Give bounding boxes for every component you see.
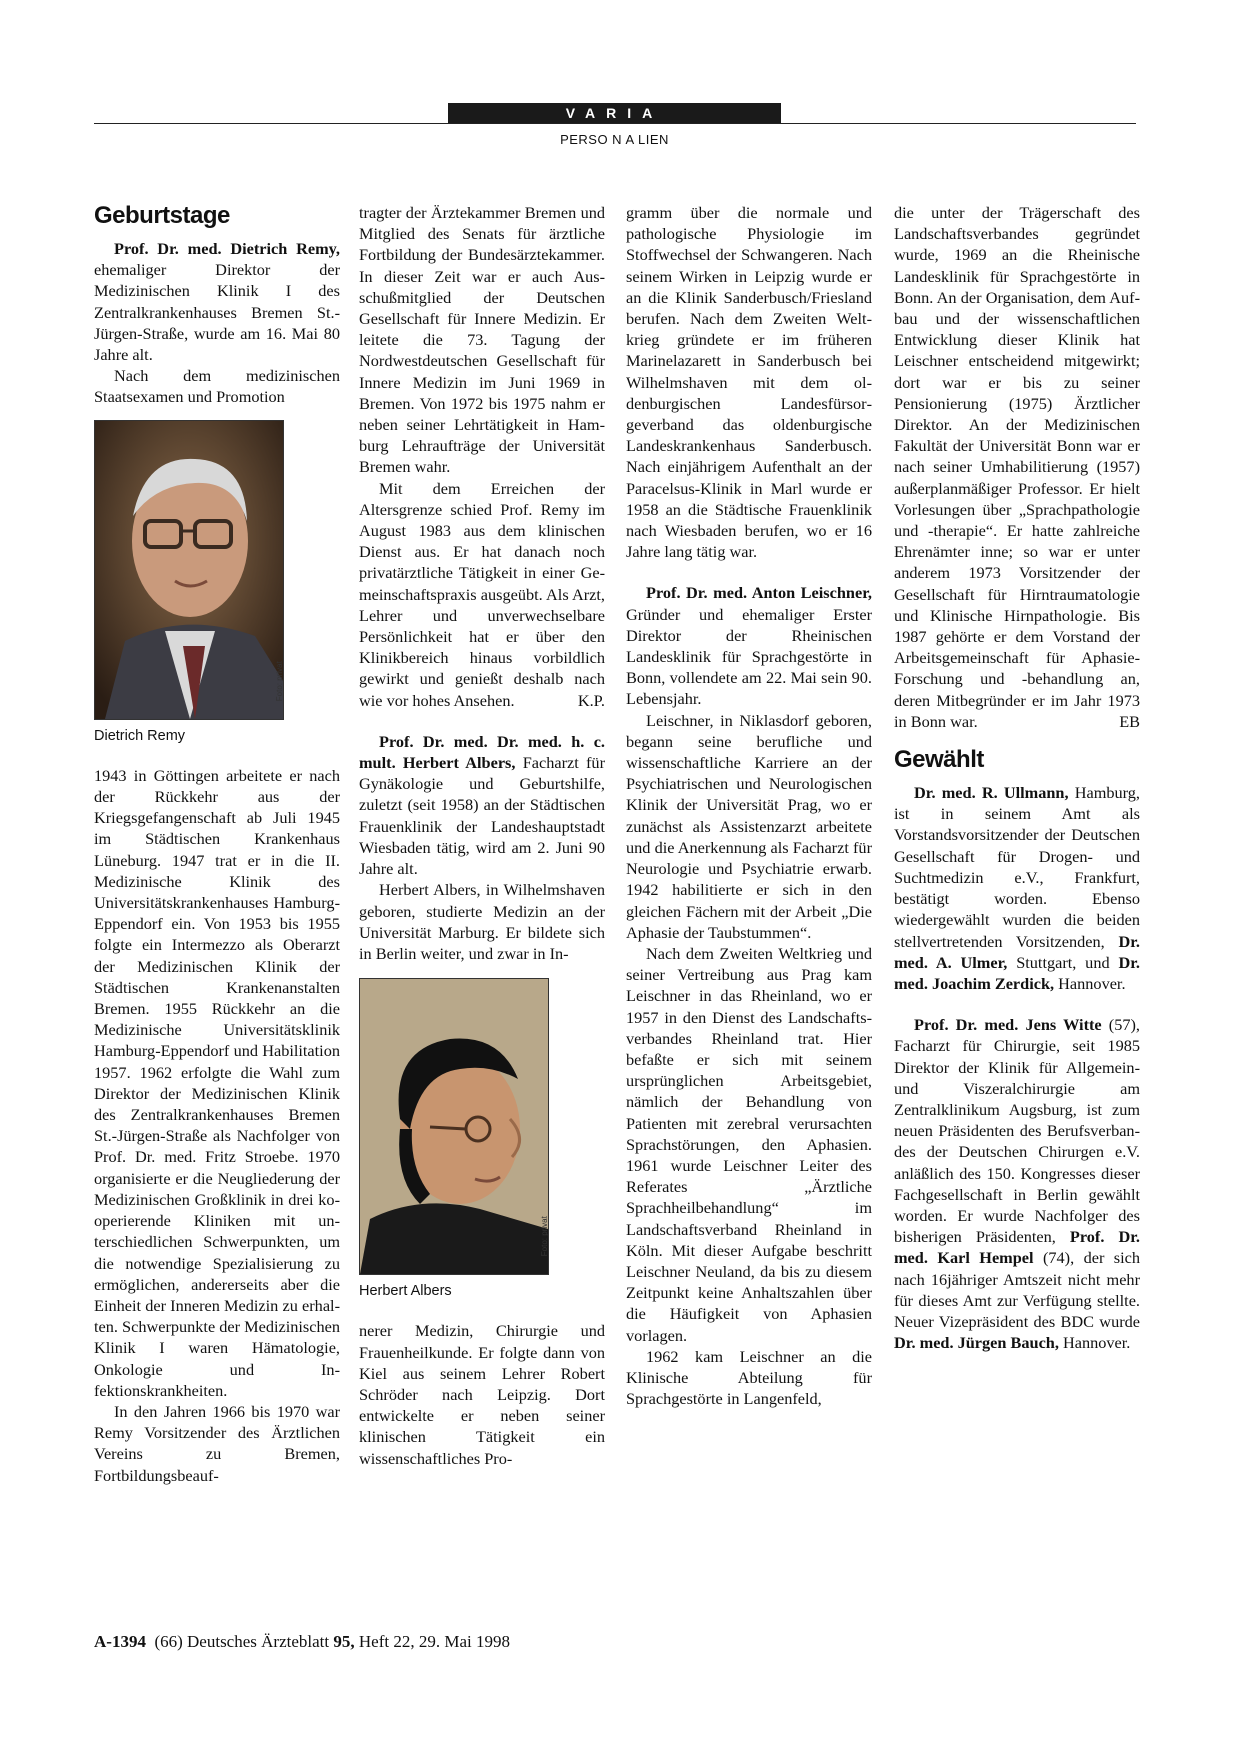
paragraph: Nach dem Zweiten Weltkrieg und seiner Vertreibung aus Prag kam Leischner in das Rheinland, wo er 1957 in den Dienst des Landschaftsverbandes Rheinland trat. Hier befaßte er sich mit seinem ursprünglichen Arbeitsgebiet, nämlich der Behandlung von Patienten mit zerebral verursachten Sprachstörungen, den Aphasien. 1961 wurde Leischner Leiter des Referates „Ärztliche Sprachheilbehandlung“ im Landschaftsverband Rheinland in Köln. Mit dieser Aufgabe beschritt Leischner Neuland, da bis zu diesem Zeitpunkt keine Anhaltszahlen über die Häufigkeit von Aphasien vorlagen. xyxy=(626,943,872,1345)
volume-number: 95, xyxy=(333,1632,355,1651)
photo-credit-albers: Foto: privat xyxy=(539,1216,549,1257)
figure-albers xyxy=(359,978,605,1302)
photo-credit-remy: Foto: privat xyxy=(274,660,284,701)
name-bauch: Dr. med. Jürgen Bauch, xyxy=(894,1333,1059,1353)
name-witte: Prof. Dr. med. Jens Witte xyxy=(914,1015,1102,1035)
paragraph: Nach dem medizinischen Staatsexamen und Promotion xyxy=(94,366,340,407)
paragraph: 1962 kam Leischner an die Klinische Abteilung für Sprachgestörte in Langenfeld, xyxy=(626,1346,872,1409)
name-albers: Prof. Dr. med. Dr. med. h. c. mult. Herbert Albers, xyxy=(359,731,605,773)
photo-remy xyxy=(94,420,284,720)
paragraph: gramm über die normale und pathologische Physiologie im Stoffwechsel der Schwangeren. Nach seinem Wirken in Leipzig wurde er an die Klinik Sanderbusch/Friesland berufen. Nach dem Zweiten Weltkrieg gründete er im früheren Marinelazarett in Sanderbusch bei Wilhelmshaven mit dem oldenburgischen Landesfürsorgeverband das oldenburgische Landeskrankenhaus Sanderbusch. Nach einjährigem Aufenthalt an der Paracelsus-Klinik in Marl wurde er 1958 an die Städtische Frauenklinik nach Wiesbaden berufen, wo er 16 Jahre lang tätig war. xyxy=(626,203,872,562)
paragraph: Herbert Albers, in Wilhelmshaven geboren, studierte Medizin an der Universität Marburg. Er bildete sich in Berlin weiter, und zwar in In- xyxy=(359,880,605,963)
name-ullmann: Dr. med. R. Ullmann, xyxy=(914,783,1069,803)
paragraph: In den Jahren 1966 bis 1970 war Remy Vorsitzender des Ärztlichen Vereins zu Bremen, Fortbildungsbeauf- xyxy=(94,1401,340,1485)
name-leischner: Prof. Dr. med. Anton Leischner, xyxy=(646,583,872,603)
caption-remy: Dietrich Remy xyxy=(94,727,186,744)
column-3: gramm über die normale und pathologische Physiologie im Stoffwechsel der Schwangeren. Nach seinem Wirken in Leipzig wurde er an die Klinik Sanderbusch/Friesland berufen. Nach dem Zweiten Weltkrieg gründete er im früheren Marinelazarett in Sanderbusch bei Wilhelmshaven mit dem oldenburgischen Landesfürsorgeverband das oldenburgische Landeskrankenhaus Sanderbusch. Nach einjährigem Aufenthalt an der Paracelsus-Klinik in Marl wurde er 1958 an die Städtische Frauenklinik nach Wiesbaden berufen, wo er 16 Jahre lang tätig war. Prof. Dr. med. Anton Leischner, Gründer und ehemaliger Erster Direktor der Rheinischen Landesklinik für Sprachgestörte in Bonn, vollendete am 22. Mai sein 90. Lebensjahr. Leischner, in Niklasdorf geboren, begann seine berufliche und wissenschaftliche Karriere an der Psychiatrischen und Neurologischen Klinik der Universität Prag, wo er zunächst als Assistenzarzt arbeitete und die Anerkennung als Facharzt für Neurologie und Psychiatrie erwarb. 1942 habilitierte er sich in den gleichen Fächern mit der Arbeit „Die Aphasie der Taubstummen“. Nach dem Zweiten Weltkrieg und seiner Vertreibung aus Prag kam Leischner in das Rheinland, wo er 1957 in den Dienst des Landschaftsverbandes Rheinland trat. Hier befaßte er sich mit seinem ursprünglichen Arbeitsgebiet, nämlich der Behandlung von Patienten mit zerebral verursachten Sprachstörungen, den Aphasien. 1961 wurde Leischner Leiter des Referates „Ärztliche Sprachheilbehandlung“ im Landschaftsverband Rheinland in Köln. Mit dieser Aufgabe beschritt Leischner Neuland, da bis zu diesem Zeitpunkt keine Anhaltszahlen über die Häufigkeit von Aphasien vorlagen. 1962 kam Leischner an die Klinische Abteilung für Sprachgestörte in Langenfeld, xyxy=(626,203,872,1409)
name-remy: Prof. Dr. med. Dietrich Remy, xyxy=(114,239,340,258)
heading-gewaehlt: Gewählt xyxy=(894,746,984,774)
page-footer: A-1394 (66) Deutsches Ärzteblatt 95, Heft 22, 29. Mai 1998 xyxy=(94,1632,510,1651)
paragraph: die unter der Trägerschaft des Landschaftsverbandes gegründet wurde, 1969 an die Rheinische Landesklinik für Sprachgestörte in Bonn. An der Organisation, dem Aufbau und der wissenschaftlichen Entwicklung dieser Klinik hat Leischner entscheidend mitgewirkt; dort war er bis zu seiner Pensionierung (1975) Ärztlicher Direktor. An der Medizinischen Fakultät der Universität Bonn war er nach seiner Umhabilitierung (1957) außerplanmäßiger Professor. Er hielt Vorlesungen über „Sprachpathologie und -therapie“. Er hatte zahlreiche Ehrenämter inne; so war er unter anderem 1973 Vorsitzender der Gesellschaft für Hirntraumatologie und Klinische Hirnpathologie. Bis 1987 gehörte er dem Vorstand der Arbeitsgemeinschaft für Aphasie-Forschung und -behandlung an, deren Mitbegründer er im Jahr 1973 in Bonn war. EB xyxy=(894,203,1140,731)
paragraph: 1943 in Göttingen arbeitete er nach der Rückkehr aus der Kriegsgefangenschaft ab Juli 1945 im Städtischen Krankenhaus Lüneburg. 1947 trat er in die II. Medizinische Klinik des Universitätskrankenhauses Hamburg-Eppendorf ein. Von 1953 bis 1955 folgte ein Intermezzo als Oberarzt der Medizinischen Klinik der Städtischen Krankenanstalten Bremen. 1955 Rückkehr an die Medizinische Universitätsklinik Hamburg-Eppendorf und Habilitation 1957. 1962 erfolgte die Wahl zum Direktor der Medizinischen Klinik des Zentralkrankenhauses Bremen St.-Jürgen-Straße als Nachfolger von Prof. Dr. med. Fritz Stroebe. 1970 organisierte er die Neugliederung der Medizinischen Großklinik in drei kooperierende Kliniken mit unterschiedlichen Schwerpunkten, um die notwendige Spezialisierung zu ermöglichen, andererseits aber die Einheit der Inneren Medizin zu erhalten. Schwerpunkte der Medizinischen Klinik I waren Hämatologie, Onkologie und Infektionskrankheiten. xyxy=(94,765,340,1400)
paragraph: nerer Medizin, Chirurgie und Frauenheilkunde. Er folgte dann von Kiel aus seinem Lehrer Robert Schröder nach Leipzig. Dort entwickelte er neben seiner klinischen Tätigkeit ein wissenschaftliches Pro- xyxy=(359,1321,605,1468)
photo-albers xyxy=(359,978,549,1275)
heading-geburtstage: Geburtstage xyxy=(94,202,230,229)
author-signature: EB xyxy=(1119,711,1140,731)
column-2: tragter der Ärztekammer Bremen und Mitglied des Senats für ärztliche Fortbildung der Bundesärztekammer. In dieser Zeit war er auch Ausschußmitglied der Deutschen Gesellschaft für Innere Medizin. Er leitete die 73. Tagung der Nordwestdeutschen Gesellschaft für Innere Medizin im Juni 1969 in Bremen. Von 1972 bis 1975 nahm er neben seiner Lehrtätigkeit in Hamburg Lehraufträge der Universität Bremen wahr. Mit dem Erreichen der Altersgrenze schied Prof. Remy im August 1983 aus dem klinischen Dienst aus. Er hat danach noch privatärztliche Tätigkeit in einer Gemeinschaftspraxis ausgeübt. Als Arzt, Lehrer und unverwechselbare Persönlichkeit hat er über den Klinikbereich hinaus vorbildlich gewirkt und genießt deshalb nach wie vor hohes Ansehen. K.P. Prof. Dr. med. Dr. med. h. c. mult. Herbert Albers, Facharzt für Gynäkologie und Geburtshilfe, zuletzt (seit 1958) an der Städtischen Frauenklinik der Landeshauptstadt Wiesbaden tätig, wird am 2. Juni 90 Jahre alt. Herbert Albers, in Wilhelmshaven geboren, studierte Medizin an der Universität Marburg. Er bildete sich in Berlin weiter, und zwar in In- Foto: privat Herbert Albers nerer Medizin, Chirurgie und Frauenheilkunde. Er folgte dann von Kiel aus seinem Lehrer Robert Schröder nach Leipzig. Dort entwickelte er neben seiner klinischen Tätigkeit ein wissenschaftliches Pro- xyxy=(359,203,605,1468)
page-number: A-1394 xyxy=(94,1632,146,1651)
header-rule xyxy=(94,123,1136,124)
paragraph: Mit dem Erreichen der Altersgrenze schied Prof. Remy im August 1983 aus dem klinischen Dienst aus. Er hat danach noch privatärztliche Tätigkeit in einer Gemeinschaftspraxis ausgeübt. Als Arzt, Lehrer und unverwechselbare Persönlichkeit hat er über den Klinikbereich hinaus vorbildlich gewirkt und genießt deshalb nach wie vor hohes Ansehen. K.P. xyxy=(359,478,605,710)
name-hempel: Prof. Dr. med. Karl Hempel xyxy=(894,1227,1140,1268)
name-zerdick: Dr. med. Joachim Zerdick, xyxy=(894,952,1140,993)
author-signature: K.P. xyxy=(577,690,605,710)
figure-remy xyxy=(94,420,340,747)
name-ulmer: Dr. med. A. Ulmer, xyxy=(894,931,1140,972)
column-1: Geburtstage Prof. Dr. med. Dietrich Remy, ehemaliger Direktor der Medizinischen Klinik I des Zentralkrankenhauses Bremen St.-Jürgen-Straße, wurde am 16. Mai 80 Jahre alt. Nach dem medizinischen Staatsexamen und Promotion Foto: privat Dietrich Remy 1943 in Göttingen arbeitete er nach der Rückkehr aus der Kriegsgefangenschaft ab Juli 1945 im Städtischen Krankenhaus Lüneburg. 1947 trat er in die II. Medizinische Klinik des Universitätskrankenhauses Hamburg-Eppendorf ein. Von 1953 bis 1955 folgte ein Intermezzo als Oberarzt der Medizinischen Klinik der Städtischen Krankenanstalten Bremen. 1955 Rückkehr an die Medizinische Universitätsklinik Hamburg-Eppendorf und Habilitation 1957. 1962 erfolgte die Wahl zum Direktor der Medizinischen Klinik des Zentralkrankenhauses Bremen St.-Jürgen-Straße als Nachfolger von Prof. Dr. med. Fritz Stroebe. 1970 organisierte er die Neugliederung der Medizinischen Großklinik in drei kooperierende Kliniken mit unterschiedlichen Schwerpunkten, um die notwendige Spezialisierung zu ermöglichen, andererseits aber die Einheit der Inneren Medizin zu erhalten. Schwerpunkte der Medizinischen Klinik I waren Hämatologie, Onkologie und Infektionskrankheiten. In den Jahren 1966 bis 1970 war Remy Vorsitzender des Ärztlichen Vereins zu Bremen, Fortbildungsbeauf- xyxy=(94,202,340,1485)
column-4: die unter der Trägerschaft des Landschaftsverbandes gegründet wurde, 1969 an die Rheinische Landesklinik für Sprachgestörte in Bonn. An der Organisation, dem Aufbau und der wissenschaftlichen Entwicklung dieser Klinik hat Leischner entscheidend mitgewirkt; dort war er bis zu seiner Pensionierung (1975) Ärztlicher Direktor. An der Medizinischen Fakultät der Universität Bonn war er nach seiner Umhabilitierung (1957) außerplanmäßiger Professor. Er hielt Vorlesungen über „Sprachpathologie und -therapie“. Er hatte zahlreiche Ehrenämter inne; so war er unter anderem 1973 Vorsitzender der Gesellschaft für Hirntraumatologie und Klinische Hirnpathologie. Bis 1987 gehörte er dem Vorstand der Arbeitsgemeinschaft für Aphasie-Forschung und -behandlung an, deren Mitbegründer er im Jahr 1973 in Bonn war. EB Gewählt Dr. med. R. Ullmann, Hamburg, ist in seinem Amt als Vorstandsvorsitzender der Deutschen Gesellschaft für Drogen- und Suchtmedizin e.V., Frankfurt, bestätigt worden. Ebenso wiedergewählt wurden die beiden stellvertretenden Vorsitzenden, Dr. med. A. Ulmer, Stuttgart, und Dr. med. Joachim Zerdick, Hannover. Prof. Dr. med. Jens Witte (57), Facharzt für Chirurgie, seit 1985 Direktor der Klinik für Allgemein- und Viszeralchirurgie am Zentralklinikum Augsburg, ist zum neuen Präsidenten des Berufsverbandes der Deutschen Chirurgen e.V. anläßlich des 150. Kongresses dieser Fachgesellschaft in Berlin gewählt worden. Er wurde Nachfolger des bisherigen Präsidenten, Prof. Dr. med. Karl Hempel (74), der sich nach 16jähriger Amtszeit nicht mehr für dieses Amt zur Verfügung stellte. Neuer Vizepräsident des BDC wurde Dr. med. Jürgen Bauch, Hannover. xyxy=(894,203,1141,1353)
section-label: VARIA xyxy=(448,103,781,123)
rubric-label: PERSO N A LIEN xyxy=(560,132,669,147)
paragraph: Leischner, in Niklasdorf geboren, begann seine berufliche und wissenschaftliche Karriere an der Psychiatrischen und Neurologischen Klinik der Universität Prag, wo er zunächst als Assistenzarzt arbeitete und die Anerkennung als Facharzt für Neurologie und Psychiatrie erwarb. 1942 habilitierte er sich in den gleichen Fächern mit der Arbeit „Die Aphasie der Taubstummen“. xyxy=(626,710,872,942)
paragraph: tragter der Ärztekammer Bremen und Mitglied des Senats für ärztliche Fortbildung der Bundesärztekammer. In dieser Zeit war er auch Ausschußmitglied der Deutschen Gesellschaft für Innere Medizin. Er leitete die 73. Tagung der Nordwestdeutschen Gesellschaft für Innere Medizin im Juni 1969 in Bremen. Von 1972 bis 1975 nahm er neben seiner Lehrtätigkeit in Hamburg Lehraufträge der Universität Bremen wahr. xyxy=(359,203,605,477)
caption-albers: Herbert Albers xyxy=(359,1283,452,1300)
